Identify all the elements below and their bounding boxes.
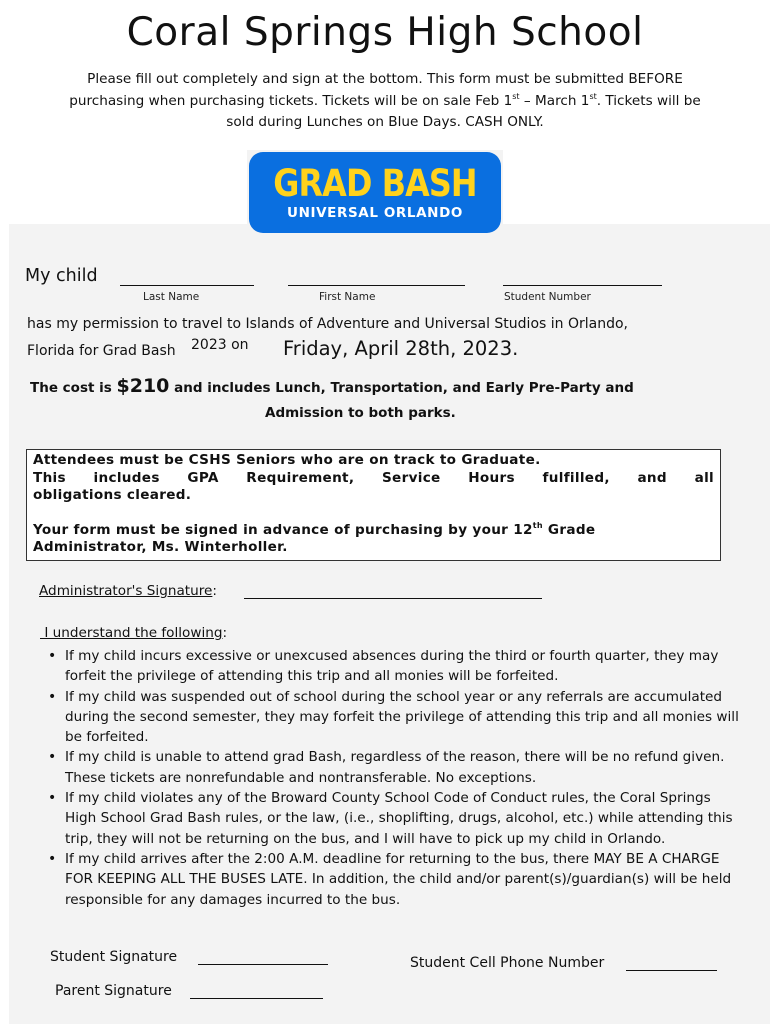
list-item: • If my child is unable to attend grad Bash, regardless of the reason, there will be no refund given. These tickets are nonrefundable and nontransferable. No exceptions. [45, 747, 745, 788]
eligibility-notice [26, 449, 721, 561]
event-date: Friday, April 28th, 2023. [283, 337, 519, 360]
cell-phone-field[interactable] [626, 970, 717, 971]
understand-heading [40, 625, 227, 641]
first-name-label: First Name [319, 291, 376, 303]
instructions-text: – March 1 [519, 92, 590, 109]
instructions-text: . Tickets will be [596, 92, 701, 109]
list-item: • If my child violates any of the Broward County School Code of Conduct rules, the Coral Springs High School Grad Bash rules, or the law, (i.e., shoplifting, drugs, alcohol, etc.) while attending this trip, they will not be returning on the bus, and I will have to pick up my child in Orlando. [45, 788, 745, 849]
ordinal-suffix: th [532, 520, 543, 530]
first-name-field[interactable] [288, 285, 465, 286]
notice-line: Administrator, Ms. Winterholler. [33, 539, 288, 555]
student-number-field[interactable] [503, 285, 662, 286]
logo-title: GRAD BASH [273, 162, 477, 205]
notice-line: Attendees must be CSHS Seniors who are on track to Graduate. [33, 452, 541, 468]
ordinal-suffix: st [589, 91, 597, 101]
student-signature-field[interactable] [198, 964, 328, 965]
ordinal-suffix: st [512, 91, 520, 101]
permission-text-line-2: Florida for Grad Bash [27, 343, 176, 359]
notice-line: obligations cleared. [33, 487, 192, 503]
notice-line [33, 522, 714, 540]
list-item: • If my child incurs excessive or unexcused absences during the third or fourth quarter, they may forfeit the privilege of attending this trip and all monies will be forfeited. [45, 646, 745, 687]
student-number-label: Student Number [504, 291, 591, 303]
notice-line: This includes GPA Requirement, Service Hours fulfilled, and all [33, 469, 714, 486]
understand-colon: : [222, 625, 228, 641]
permission-text: has my permission to travel to Islands of Adventure and Universal Studios in Orlando, [27, 316, 628, 332]
understand-text: I understand the following [40, 625, 223, 641]
last-name-field[interactable] [120, 285, 254, 286]
last-name-label: Last Name [143, 291, 200, 303]
administrator-signature-label [39, 583, 217, 599]
page-title: Coral Springs High School [126, 10, 644, 55]
grad-bash-logo [249, 152, 501, 233]
instructions-text: purchasing when purchasing tickets. Tickets will be on sale Feb 1 [69, 92, 513, 109]
admin-signature-colon: : [212, 583, 217, 599]
list-item: • If my child was suspended out of school during the school year or any referrals are accumulated during the second semester, they may forfeit the privilege of attending this trip and all monies will be forfeited. [45, 687, 745, 748]
notice-spacer [33, 505, 714, 522]
my-child-label: My child [25, 266, 98, 286]
student-signature-label: Student Signature [50, 949, 178, 965]
event-year: 2023 on [191, 337, 249, 353]
rules-list [45, 646, 745, 910]
instructions-line-3: sold during Lunches on Blue Days. CASH ONLY. [226, 114, 544, 130]
instructions-line-1: Please fill out completely and sign at the bottom. This form must be submitted BEFORE [87, 71, 683, 87]
notice-text: Your form must be signed in advance of purchasing by your 12 [33, 521, 533, 538]
cell-phone-label: Student Cell Phone Number [410, 955, 605, 971]
admin-signature-text: Administrator's Signature [39, 583, 213, 599]
instructions [18, 69, 752, 134]
logo-subtitle: UNIVERSAL ORLANDO [287, 205, 463, 221]
cost-statement [30, 372, 742, 402]
cost-amount: $210 [116, 375, 170, 397]
instructions-line-2 [18, 91, 752, 113]
notice-text: Grade [542, 521, 596, 538]
parent-signature-field[interactable] [190, 998, 323, 999]
cost-includes: and includes Lunch, Transportation, and Early Pre-Party and [169, 380, 634, 396]
logo-frame [247, 150, 503, 241]
administrator-signature-field[interactable] [244, 598, 542, 599]
list-item: • If my child arrives after the 2:00 A.M. deadline for returning to the bus, there MAY BE A CHARGE FOR KEEPING ALL THE BUSES LATE. In addition, the child and/or parent(s)/guardian(s) will be held responsible for any damages incurred to the bus. [45, 849, 745, 910]
parent-signature-label: Parent Signature [55, 983, 172, 999]
cost-prefix: The cost is [30, 380, 117, 396]
cost-admission: Admission to both parks. [265, 405, 456, 421]
